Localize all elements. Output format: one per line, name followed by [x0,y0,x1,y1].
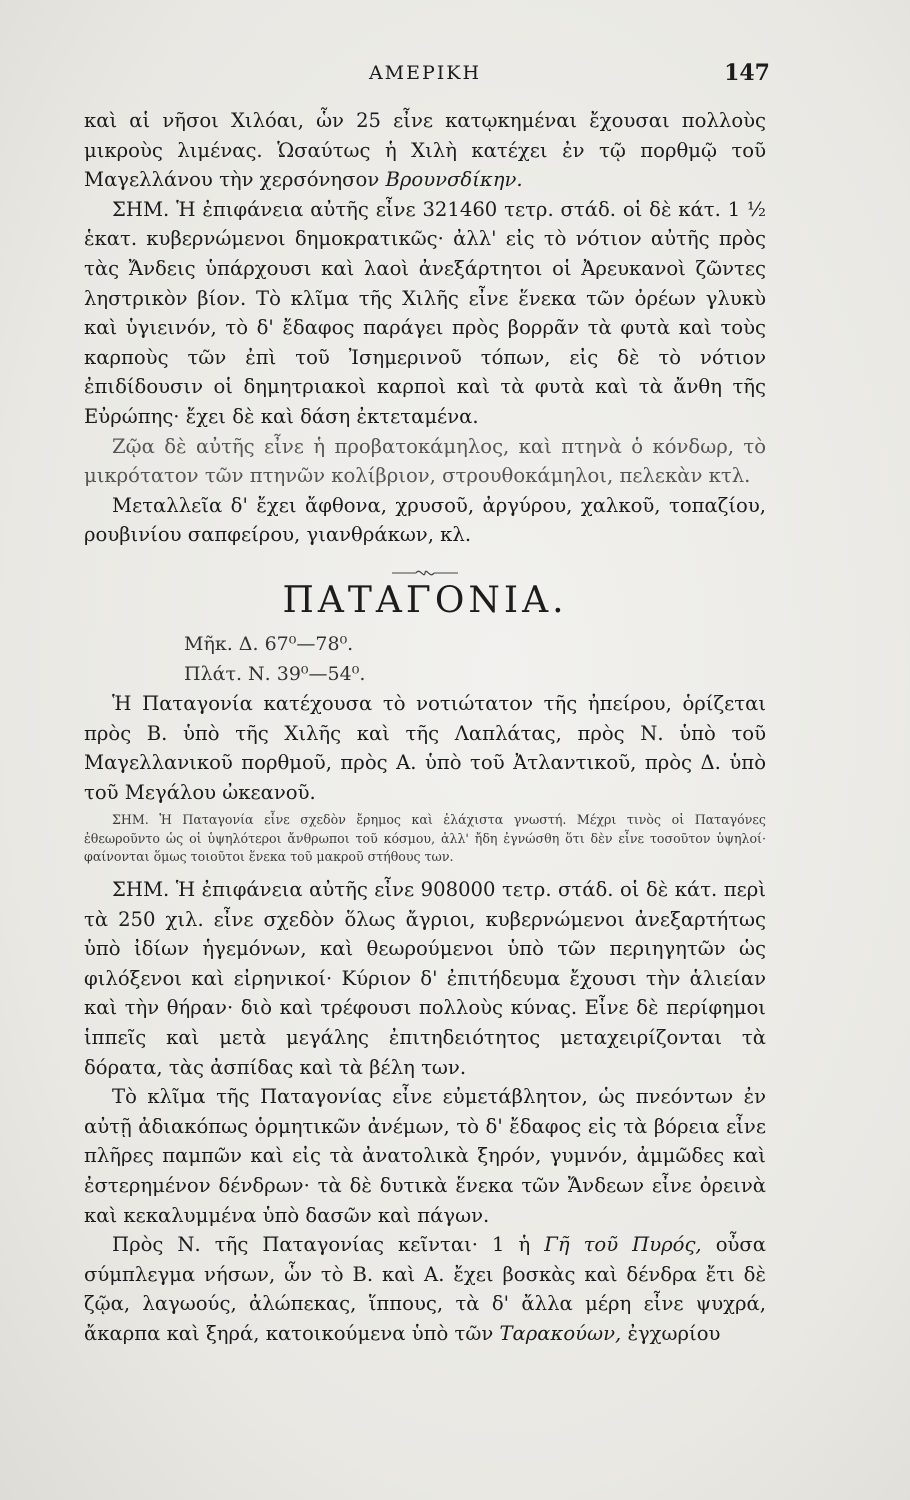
page-header [80,62,770,92]
running-title: ΑΜΕΡΙΚΗ [368,62,482,84]
page-number: 147 [724,60,770,86]
section-title-patagonia: ΠΑΤΑΓΟΝΙΑ. [282,579,568,621]
section-divider-ornament [84,558,766,572]
latitude-line: Πλάτ. Ν. 39⁰—54⁰. [184,662,366,685]
tierra-del-fuego-paragraph [84,1230,766,1348]
chile-note-paragraph: ΣΗΜ. Ἡ ἐπιφάνεια αὐτῆς εἶνε 321460 τετρ. στάδ. οἱ δὲ κάτ. 1 ½ ἑκατ. κυβερνώμενοι δημοκρατικῶς· ἀλλ' εἰς τὸ νότιον αὐτῆς πρὸς τὰς Ἄνδεις ὑπάρχουσι καὶ λαοὶ ἀνεξάρτητοι οἱ Ἀρευκανοὶ ζῶντες ληστρικὸν βίον. Τὸ κλῖμα τῆς Χιλῆς εἶνε ἕνεκα τῶν ὀρέων γλυκὺ καὶ ὑγιεινόν, τὸ δ' ἔδαφος παράγει πρὸς βορρᾶν τὰ φυτὰ καὶ τοὺς καρποὺς τῶν ἐπὶ τοῦ Ἰσημερινοῦ τόπων, εἰς δὲ τὸ νότιον ἐπιδίδουσιν οἱ δημητριακοὶ καρποὶ καὶ τὰ φυτὰ καὶ τὰ ἄνθη τῆς Εὐρώπης· ἔχει δὲ καὶ δάση ἐκτεταμένα. [84,197,766,428]
tierra-del-fuego-text-start: Πρὸς Ν. τῆς Παταγονίας κεῖνται· 1 ἡ [112,1233,531,1257]
tierra-del-fuego-text-end: ἐγχωρίου [627,1321,721,1345]
tierra-del-fuego-name: Γῆ τοῦ Πυρός, [544,1233,702,1257]
patagonia-population-paragraph: ΣΗΜ. Ἡ ἐπιφάνεια αὐτῆς εἶνε 908000 τετρ. στάδ. οἱ δὲ κάτ. περὶ τὰ 250 χιλ. εἶνε σχεδὸν ὅλως ἄγριοι, κυβερνώμενοι ἀνεξαρτήτως ὑπὸ ἰδίων ἡγεμόνων, καὶ θεωρούμενοι ὑπὸ τῶν περιηγητῶν ὡς φιλόξενοι καὶ εἰρηνικοί· Κύριον δ' ἐπιτήδευμα ἔχουσι τὴν ἁλιείαν καὶ τὴν θήραν· διὸ καὶ τρέφουσι πολλοὺς κύνας. Εἶνε δὲ περίφημοι ἱππεῖς καὶ μετὰ μεγάλης ἐπιτηδειότητος μεταχειρίζονται τὰ δόρατα, τὰς ἀσπίδας καὶ τὰ βέλη των. [84,877,766,1079]
page-body [84,106,766,1348]
chile-fauna-paragraph: Ζῷα δὲ αὐτῆς εἶνε ἡ προβατοκάμηλος, καὶ πτηνὰ ὁ κόνδωρ, τὸ μικρότατον τῶν πτηνῶν κολίβριον, στρουθοκάμηλοι, πελεκὰν κτλ. [84,434,766,488]
patagonia-small-note: ΣΗΜ. Ἡ Παταγονία εἶνε σχεδὸν ἔρημος καὶ ἐλάχιστα γνωστή. Μέχρι τινὸς οἱ Παταγόνες ἐθεωροῦντο ὡς οἱ ὑψηλότεροι ἄνθρωποι τοῦ κόσμου, ἀλλ' ἤδη ἐγνώσθη ὅτι δὲν εἶνε τοσοῦτον ὑψηλοί· φαίνονται ὅμως τοιοῦτοι ἕνεκα τοῦ μακροῦ στήθους των. [84,812,766,865]
yahgan-people-name: Ταρακούων, [499,1321,622,1345]
longitude-line: Μῆκ. Δ. 67⁰—78⁰. [184,632,354,655]
brunswick-peninsula-name: Βρουνσδίκην. [385,168,523,192]
chile-paragraph-1 [84,106,766,195]
patagonia-climate-paragraph: Τὸ κλῖμα τῆς Παταγονίας εἶνε εὐμετάβλητον, ὡς πνεόντων ἐν αὐτῇ ἀδιακόπως ὁρμητικῶν ἀνέμων, τὸ δ' ἔδαφος εἰς τὰ βόρεια εἶνε πλῆρες παμπῶν καὶ εἰς τὰ ἀνατολικὰ ξηρόν, γυμνόν, ἀμμῶδες καὶ ἐστερημένον δένδρων· τὰ δὲ δυτικὰ ἕνεκα τῶν Ἄνδεων εἶνε ὀρεινὰ καὶ κεκαλυμμένα ὑπὸ δασῶν καὶ πάγων. [84,1085,766,1227]
chile-paragraph-1-text: καὶ αἱ νῆσοι Χιλόαι, ὧν 25 εἶνε κατῳκημέναι ἔχουσαι πολλοὺς μικροὺς λιμένας. Ὡσαύτως ἡ Χιλὴ κατέχει ἐν τῷ πορθμῷ τοῦ Μαγελλάνου τὴν χερσόνησον [84,109,766,192]
chile-minerals-paragraph: Μεταλλεῖα δ' ἔχει ἄφθονα, χρυσοῦ, ἀργύρου, χαλκοῦ, τοπαζίου, ρουβινίου σαπφείρου, γιανθράκων, κλ. [84,493,766,547]
tierra-del-fuego-text-middle: οὖσα σύμπλεγμα νήσων, ὧν τὸ Β. καὶ Α. ἔχει βοσκὰς καὶ δένδρα ἔτι δὲ ζῷα, λαγωούς, ἀλώπεκας, ἵππους, τὰ δ' ἄλλα μέρη εἶνε ψυχρά, ἄκαρπα καὶ ξηρά, κατοικούμενα ὑπὸ τῶν [84,1233,767,1345]
patagonia-borders-paragraph: Ἡ Παταγονία κατέχουσα τὸ νοτιώτατον τῆς ἠπείρου, ὁρίζεται πρὸς Β. ὑπὸ τῆς Χιλῆς καὶ τῆς Λαπλάτας, πρὸς Ν. ὑπὸ τοῦ Μαγελλανικοῦ πορθμοῦ, πρὸς Α. ὑπὸ τοῦ Ἀτλαντικοῦ, πρὸς Δ. ὑπὸ τοῦ Μεγάλου ὠκεανοῦ. [84,692,766,804]
